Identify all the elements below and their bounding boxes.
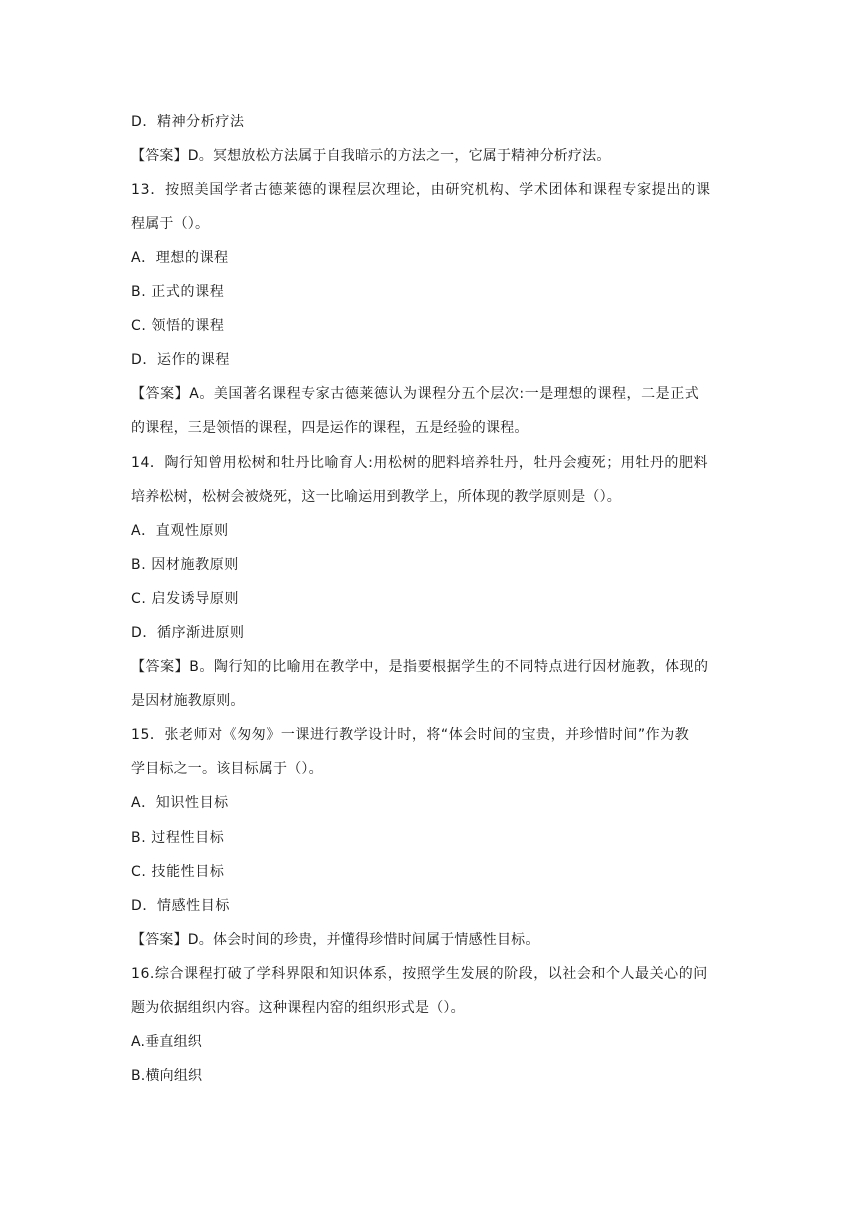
q12-option-d: D．精神分析疗法 <box>131 114 245 130</box>
q15-option-b: B. 过程性目标 <box>131 830 225 846</box>
q13-question-line-2: 程属于（）。 <box>131 216 210 232</box>
q13-option-b: B. 正式的课程 <box>131 284 225 300</box>
q14-option-b: B. 因材施教原则 <box>131 557 239 573</box>
q13-option-c: C. 领悟的课程 <box>131 318 225 334</box>
q13-answer-line-2: 的课程，三是领悟的课程，四是运作的课程，五是经验的课程。 <box>131 420 529 436</box>
q15-question-line-1: 15．张老师对《匆匆》一课进行教学设计时，将“体会时间的宝贵，并珍惜时间”作为教 <box>131 727 690 743</box>
q14-question-line-1: 14．陶行知曾用松树和牡丹比喻育人:用松树的肥料培养牡丹，牡丹会瘦死；用牡丹的肥料 <box>131 455 709 471</box>
q16-question-line-1: 16.综合课程打破了学科界限和知识体系，按照学生发展的阶段，以社会和个人最关心的问 <box>131 966 708 982</box>
q16-option-b: B.横向组织 <box>131 1068 203 1084</box>
q12-answer: 【答案】D。冥想放松方法属于自我暗示的方法之一，它属于精神分析疗法。 <box>131 148 611 164</box>
q14-answer-line-1: 【答案】B。陶行知的比喻用在教学中，是指要根据学生的不同特点进行因材施教，体现的 <box>131 659 709 675</box>
q14-question-line-2: 培养松树，松树会被烧死，这一比喻运用到教学上，所体现的教学原则是（）。 <box>131 489 621 505</box>
q16-option-a: A.垂直组织 <box>131 1034 202 1050</box>
q15-option-d: D．情感性目标 <box>131 898 230 914</box>
q14-option-c: C. 启发诱导原则 <box>131 591 240 607</box>
q16-question-line-2: 题为依据组织内容。这种课程内窑的组织形式是（）。 <box>131 1000 465 1016</box>
q15-answer: 【答案】D。体会时间的珍贵，并懂得珍惜时间属于情感性目标。 <box>131 932 540 948</box>
q13-option-d: D．运作的课程 <box>131 352 230 368</box>
q13-question-line-1: 13．按照美国学者古德莱德的课程层次理论，由研究机构、学术团体和课程专家提出的课 <box>131 182 711 198</box>
q13-answer-line-1: 【答案】A。美国著名课程专家古德莱德认为课程分五个层次:一是理想的课程，二是正式 <box>131 386 700 402</box>
q13-option-a: A．理想的课程 <box>131 250 229 266</box>
q15-option-c: C. 技能性目标 <box>131 864 225 880</box>
q14-answer-line-2: 是因材施教原则。 <box>131 693 245 709</box>
q15-option-a: A．知识性目标 <box>131 795 229 811</box>
q15-question-line-2: 学目标之一。该目标属于（）。 <box>131 761 323 777</box>
q14-option-a: A．直观性原则 <box>131 523 229 539</box>
q14-option-d: D．循序渐进原则 <box>131 625 245 641</box>
